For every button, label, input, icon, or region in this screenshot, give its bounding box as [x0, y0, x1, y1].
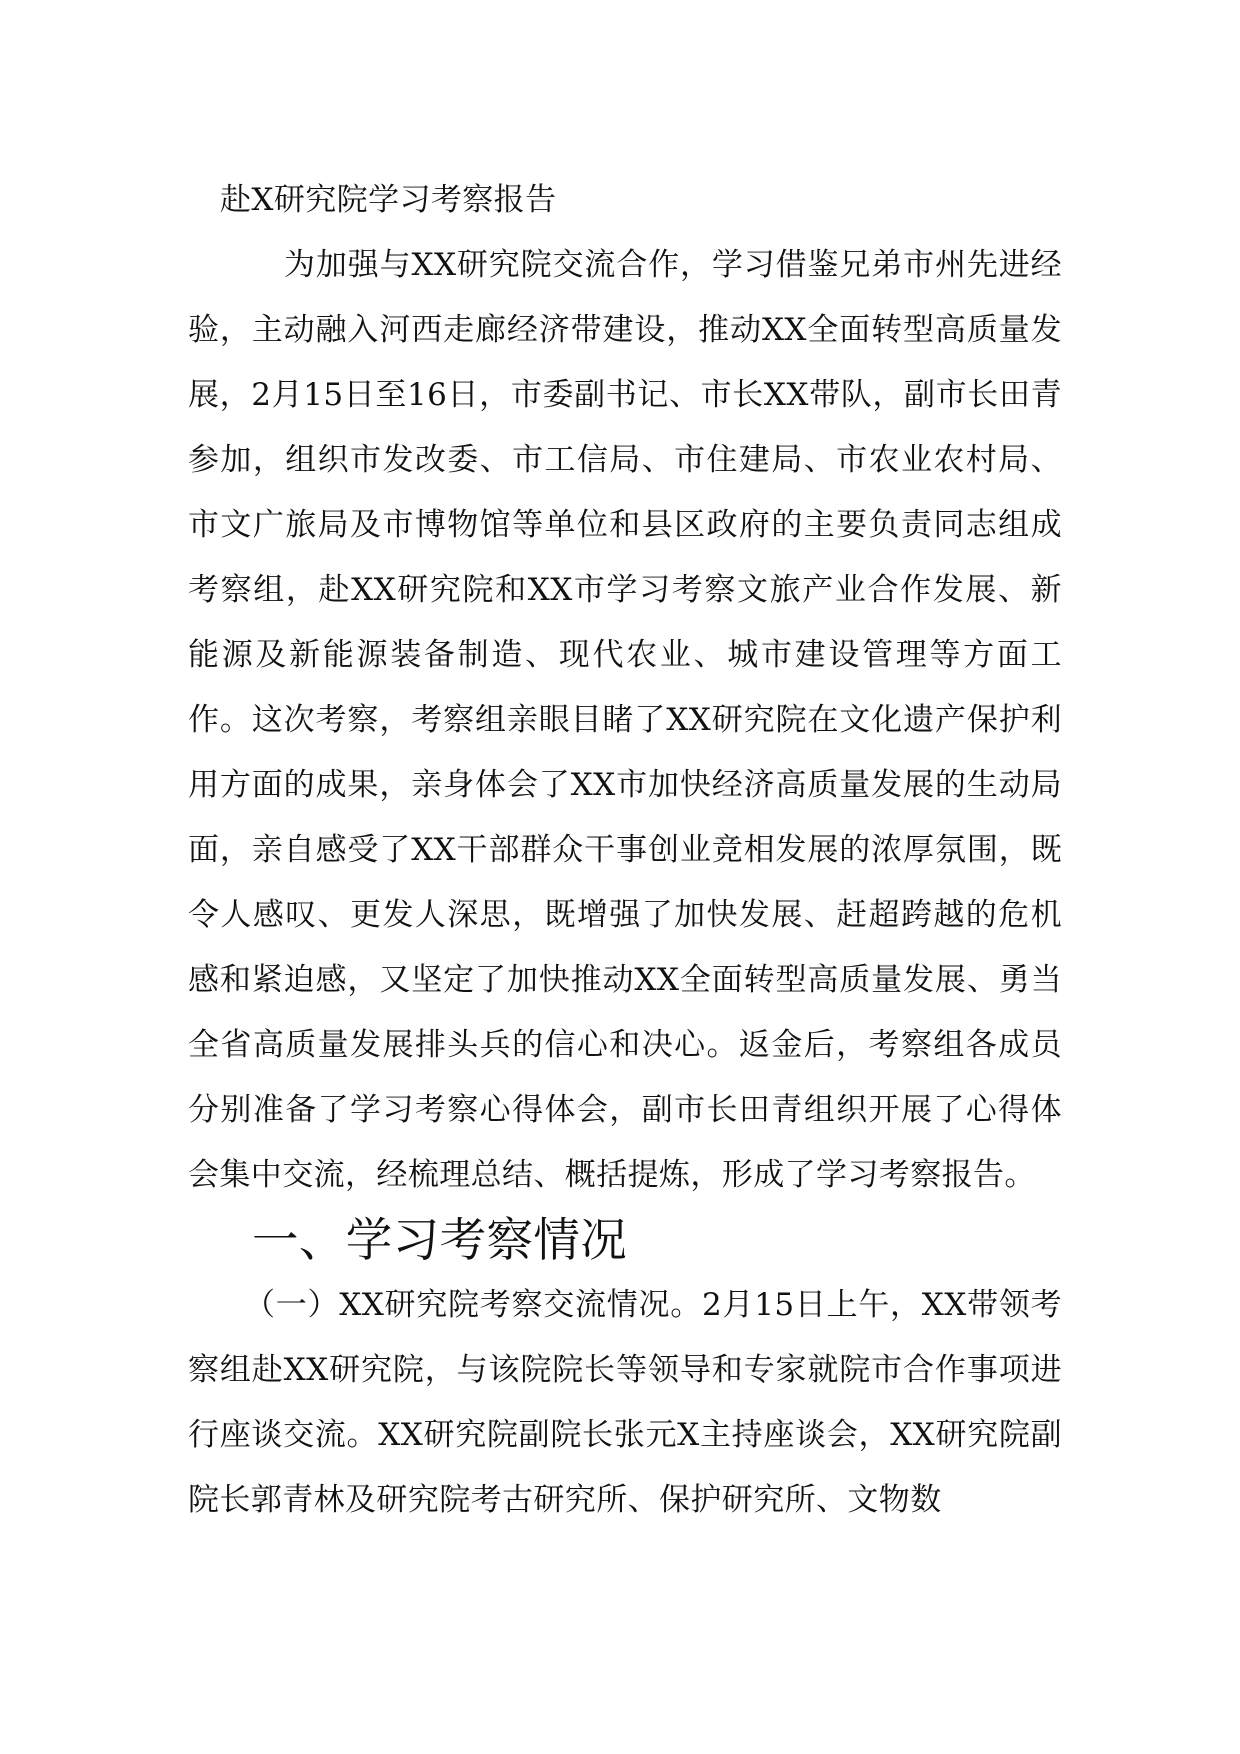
- section-heading: 一、学习考察情况: [252, 1213, 628, 1267]
- section-paragraph: （一）XX研究院考察交流情况。2月15日上午，XX带领考察组赴XX研究院，与该院院长等领导和专家就院市合作事项进行座谈交流。XX研究院副院长张元X主持座谈会，XX研究院副院长郭青林及研究院考古研究所、保护研究所、文物数: [188, 1287, 1062, 1518]
- intro-paragraph: 为加强与XX研究院交流合作，学习借鉴兄弟市州先进经验，主动融入河西走廊经济带建设，推动XX全面转型高质量发展，2月15日至16日，市委副书记、市长XX带队，副市长田青参加，组织市发改委、市工信局、市住建局、市农业农村局、市文广旅局及市博物馆等单位和县区政府的主要负责同志组成考察组，赴XX研究院和XX市学习考察文旅产业合作发展、新能源及新能源装备制造、现代农业、城市建设管理等方面工作。这次考察，考察组亲眼目睹了XX研究院在文化遗产保护利用方面的成果，亲身体会了XX市加快经济高质量发展的生动局面，亲自感受了XX干部群众干事创业竞相发展的浓厚氛围，既令人感叹、更发人深思，既增强了加快发展、赶超跨越的危机感和紧迫感，又坚定了加快推动XX全面转型高质量发展、勇当全省高质量发展排头兵的信心和决心。返金后，考察组各成员分别准备了学习考察心得体会，副市长田青组织开展了心得体会集中交流，经梳理总结、概括提炼，形成了学习考察报告。: [188, 247, 1062, 1193]
- document-title: 赴X研究院学习考察报告: [220, 182, 557, 218]
- document-body: [188, 168, 1062, 1533]
